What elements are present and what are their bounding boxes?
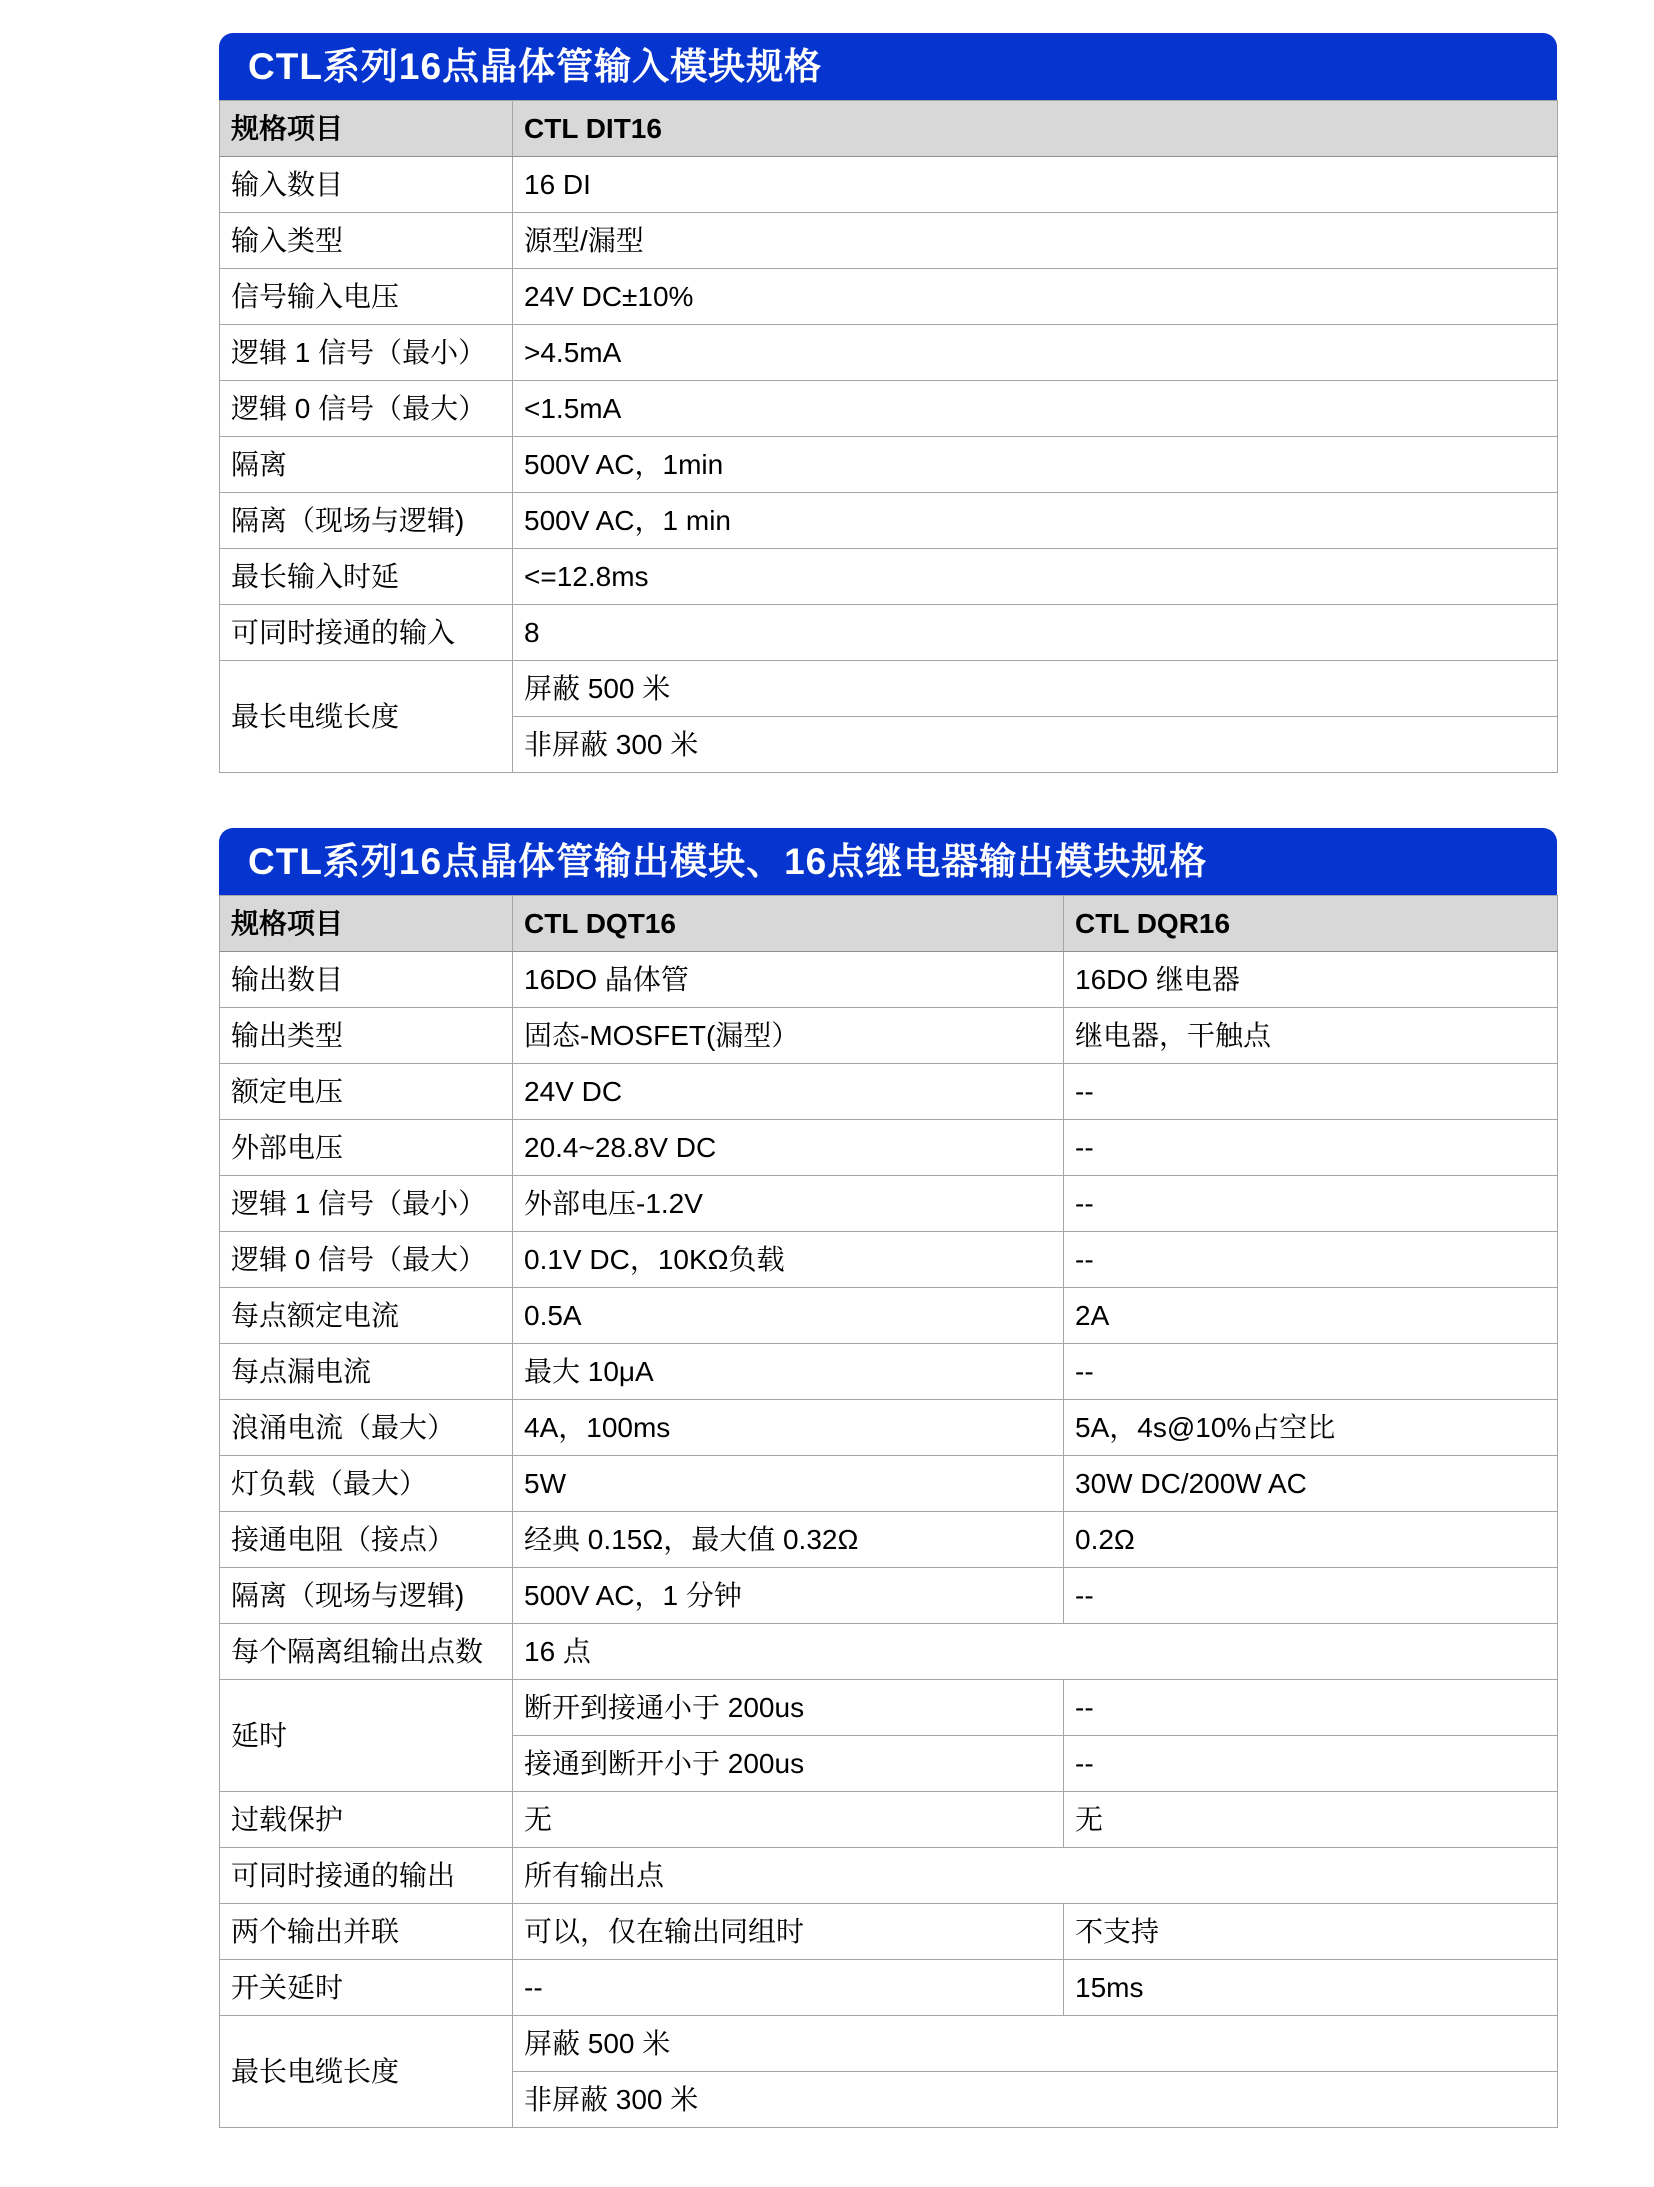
spec-label: 逻辑 0 信号（最大）	[220, 1232, 513, 1288]
table-row	[220, 1120, 1558, 1176]
spec-value: >4.5mA	[513, 325, 1558, 381]
spec-value: 屏蔽 500 米	[513, 661, 1558, 717]
spec-label: 可同时接通的输出	[220, 1848, 513, 1904]
table-row	[220, 325, 1558, 381]
table-row	[220, 549, 1558, 605]
spec-label: 最长电缆长度	[220, 2016, 513, 2128]
spec-label: 最长电缆长度	[220, 661, 513, 773]
output-module-spec-section	[219, 828, 1557, 2128]
table-row	[220, 1960, 1558, 2016]
table-row	[220, 493, 1558, 549]
table-row	[220, 213, 1558, 269]
table-row	[220, 1848, 1558, 1904]
spec-label: 隔离（现场与逻辑)	[220, 1568, 513, 1624]
spec-value: 源型/漏型	[513, 213, 1558, 269]
spec-value: 0.1V DC，10KΩ负载	[513, 1232, 1064, 1288]
spec-label: 每点额定电流	[220, 1288, 513, 1344]
column-header-row	[220, 896, 1558, 952]
spec-value: 非屏蔽 300 米	[513, 717, 1558, 773]
spec-label: 隔离（现场与逻辑)	[220, 493, 513, 549]
spec-label: 延时	[220, 1680, 513, 1792]
spec-label: 输出数目	[220, 952, 513, 1008]
spec-value: 5A，4s@10%占空比	[1064, 1400, 1558, 1456]
spec-value: --	[1064, 1064, 1558, 1120]
column-header-row	[220, 101, 1558, 157]
table-row	[220, 1176, 1558, 1232]
spec-value: --	[1064, 1344, 1558, 1400]
table1-grid	[219, 100, 1558, 773]
table-row	[220, 1624, 1558, 1680]
spec-value: 不支持	[1064, 1904, 1558, 1960]
table-row	[220, 1288, 1558, 1344]
spec-value: 500V AC，1 分钟	[513, 1568, 1064, 1624]
spec-label: 灯负载（最大）	[220, 1456, 513, 1512]
spec-label: 开关延时	[220, 1960, 513, 2016]
table-row	[220, 2016, 1558, 2072]
spec-label: 输出类型	[220, 1008, 513, 1064]
spec-value: 0.2Ω	[1064, 1512, 1558, 1568]
output-module-spec-table	[219, 895, 1557, 2128]
spec-value: 30W DC/200W AC	[1064, 1456, 1558, 1512]
column-header: CTL DQT16	[513, 896, 1064, 952]
spec-label: 两个输出并联	[220, 1904, 513, 1960]
table2-grid	[219, 895, 1558, 2128]
spec-value: 15ms	[1064, 1960, 1558, 2016]
spec-value: 0.5A	[513, 1288, 1064, 1344]
table-row	[220, 269, 1558, 325]
column-header: 规格项目	[220, 896, 513, 952]
spec-label: 接通电阻（接点）	[220, 1512, 513, 1568]
spec-label: 输入类型	[220, 213, 513, 269]
spec-value: --	[1064, 1568, 1558, 1624]
column-header: 规格项目	[220, 101, 513, 157]
input-module-spec-table	[219, 100, 1557, 773]
spec-label: 浪涌电流（最大）	[220, 1400, 513, 1456]
spec-label: 最长输入时延	[220, 549, 513, 605]
spec-value: 最大 10μA	[513, 1344, 1064, 1400]
table-row	[220, 437, 1558, 493]
table-row	[220, 952, 1558, 1008]
table-row	[220, 605, 1558, 661]
spec-value: 无	[513, 1792, 1064, 1848]
spec-label: 输入数目	[220, 157, 513, 213]
spec-value: --	[1064, 1736, 1558, 1792]
spec-value: 非屏蔽 300 米	[513, 2072, 1558, 2128]
spec-label: 额定电压	[220, 1064, 513, 1120]
spec-value: 24V DC	[513, 1064, 1064, 1120]
spec-value: 16 DI	[513, 157, 1558, 213]
spec-value: 2A	[1064, 1288, 1558, 1344]
spec-value: 屏蔽 500 米	[513, 2016, 1558, 2072]
spec-value: 4A，100ms	[513, 1400, 1064, 1456]
spec-value: 所有输出点	[513, 1848, 1558, 1904]
spec-value: 500V AC，1min	[513, 437, 1558, 493]
table-row	[220, 1512, 1558, 1568]
output-module-table-title: CTL系列16点晶体管输出模块、16点继电器输出模块规格	[219, 828, 1557, 895]
spec-value: 16DO 晶体管	[513, 952, 1064, 1008]
spec-label: 逻辑 0 信号（最大）	[220, 381, 513, 437]
spec-label: 外部电压	[220, 1120, 513, 1176]
spec-label: 每点漏电流	[220, 1344, 513, 1400]
table-row	[220, 1680, 1558, 1736]
column-header: CTL DIT16	[513, 101, 1558, 157]
column-header: CTL DQR16	[1064, 896, 1558, 952]
spec-value: --	[1064, 1120, 1558, 1176]
spec-value: --	[1064, 1232, 1558, 1288]
spec-value: 固态-MOSFET(漏型）	[513, 1008, 1064, 1064]
spec-value: 16DO 继电器	[1064, 952, 1558, 1008]
table-row	[220, 1456, 1558, 1512]
spec-value: 8	[513, 605, 1558, 661]
spec-value: <1.5mA	[513, 381, 1558, 437]
table-row	[220, 157, 1558, 213]
table-row	[220, 1008, 1558, 1064]
spec-value: 16 点	[513, 1624, 1558, 1680]
spec-value: 可以，仅在输出同组时	[513, 1904, 1064, 1960]
spec-label: 隔离	[220, 437, 513, 493]
spec-label: 每个隔离组输出点数	[220, 1624, 513, 1680]
spec-label: 信号输入电压	[220, 269, 513, 325]
spec-label: 逻辑 1 信号（最小）	[220, 325, 513, 381]
spec-value: 24V DC±10%	[513, 269, 1558, 325]
spec-label: 可同时接通的输入	[220, 605, 513, 661]
spec-value: <=12.8ms	[513, 549, 1558, 605]
spec-value: --	[513, 1960, 1064, 2016]
spec-value: 继电器，干触点	[1064, 1008, 1558, 1064]
spec-value: 20.4~28.8V DC	[513, 1120, 1064, 1176]
table-row	[220, 1232, 1558, 1288]
table-row	[220, 1568, 1558, 1624]
spec-value: 5W	[513, 1456, 1064, 1512]
spec-label: 过载保护	[220, 1792, 513, 1848]
spec-value: --	[1064, 1680, 1558, 1736]
table-row	[220, 1400, 1558, 1456]
table-row	[220, 1064, 1558, 1120]
table-row	[220, 661, 1558, 717]
input-module-spec-section	[219, 33, 1557, 773]
table-row	[220, 1904, 1558, 1960]
spec-value: --	[1064, 1176, 1558, 1232]
spec-value: 经典 0.15Ω，最大值 0.32Ω	[513, 1512, 1064, 1568]
spec-value: 接通到断开小于 200us	[513, 1736, 1064, 1792]
spec-value: 无	[1064, 1792, 1558, 1848]
input-module-table-title: CTL系列16点晶体管输入模块规格	[219, 33, 1557, 100]
spec-label: 逻辑 1 信号（最小）	[220, 1176, 513, 1232]
table-row	[220, 1792, 1558, 1848]
table-row	[220, 1344, 1558, 1400]
spec-value: 外部电压-1.2V	[513, 1176, 1064, 1232]
table-row	[220, 381, 1558, 437]
spec-value: 500V AC，1 min	[513, 493, 1558, 549]
spec-value: 断开到接通小于 200us	[513, 1680, 1064, 1736]
